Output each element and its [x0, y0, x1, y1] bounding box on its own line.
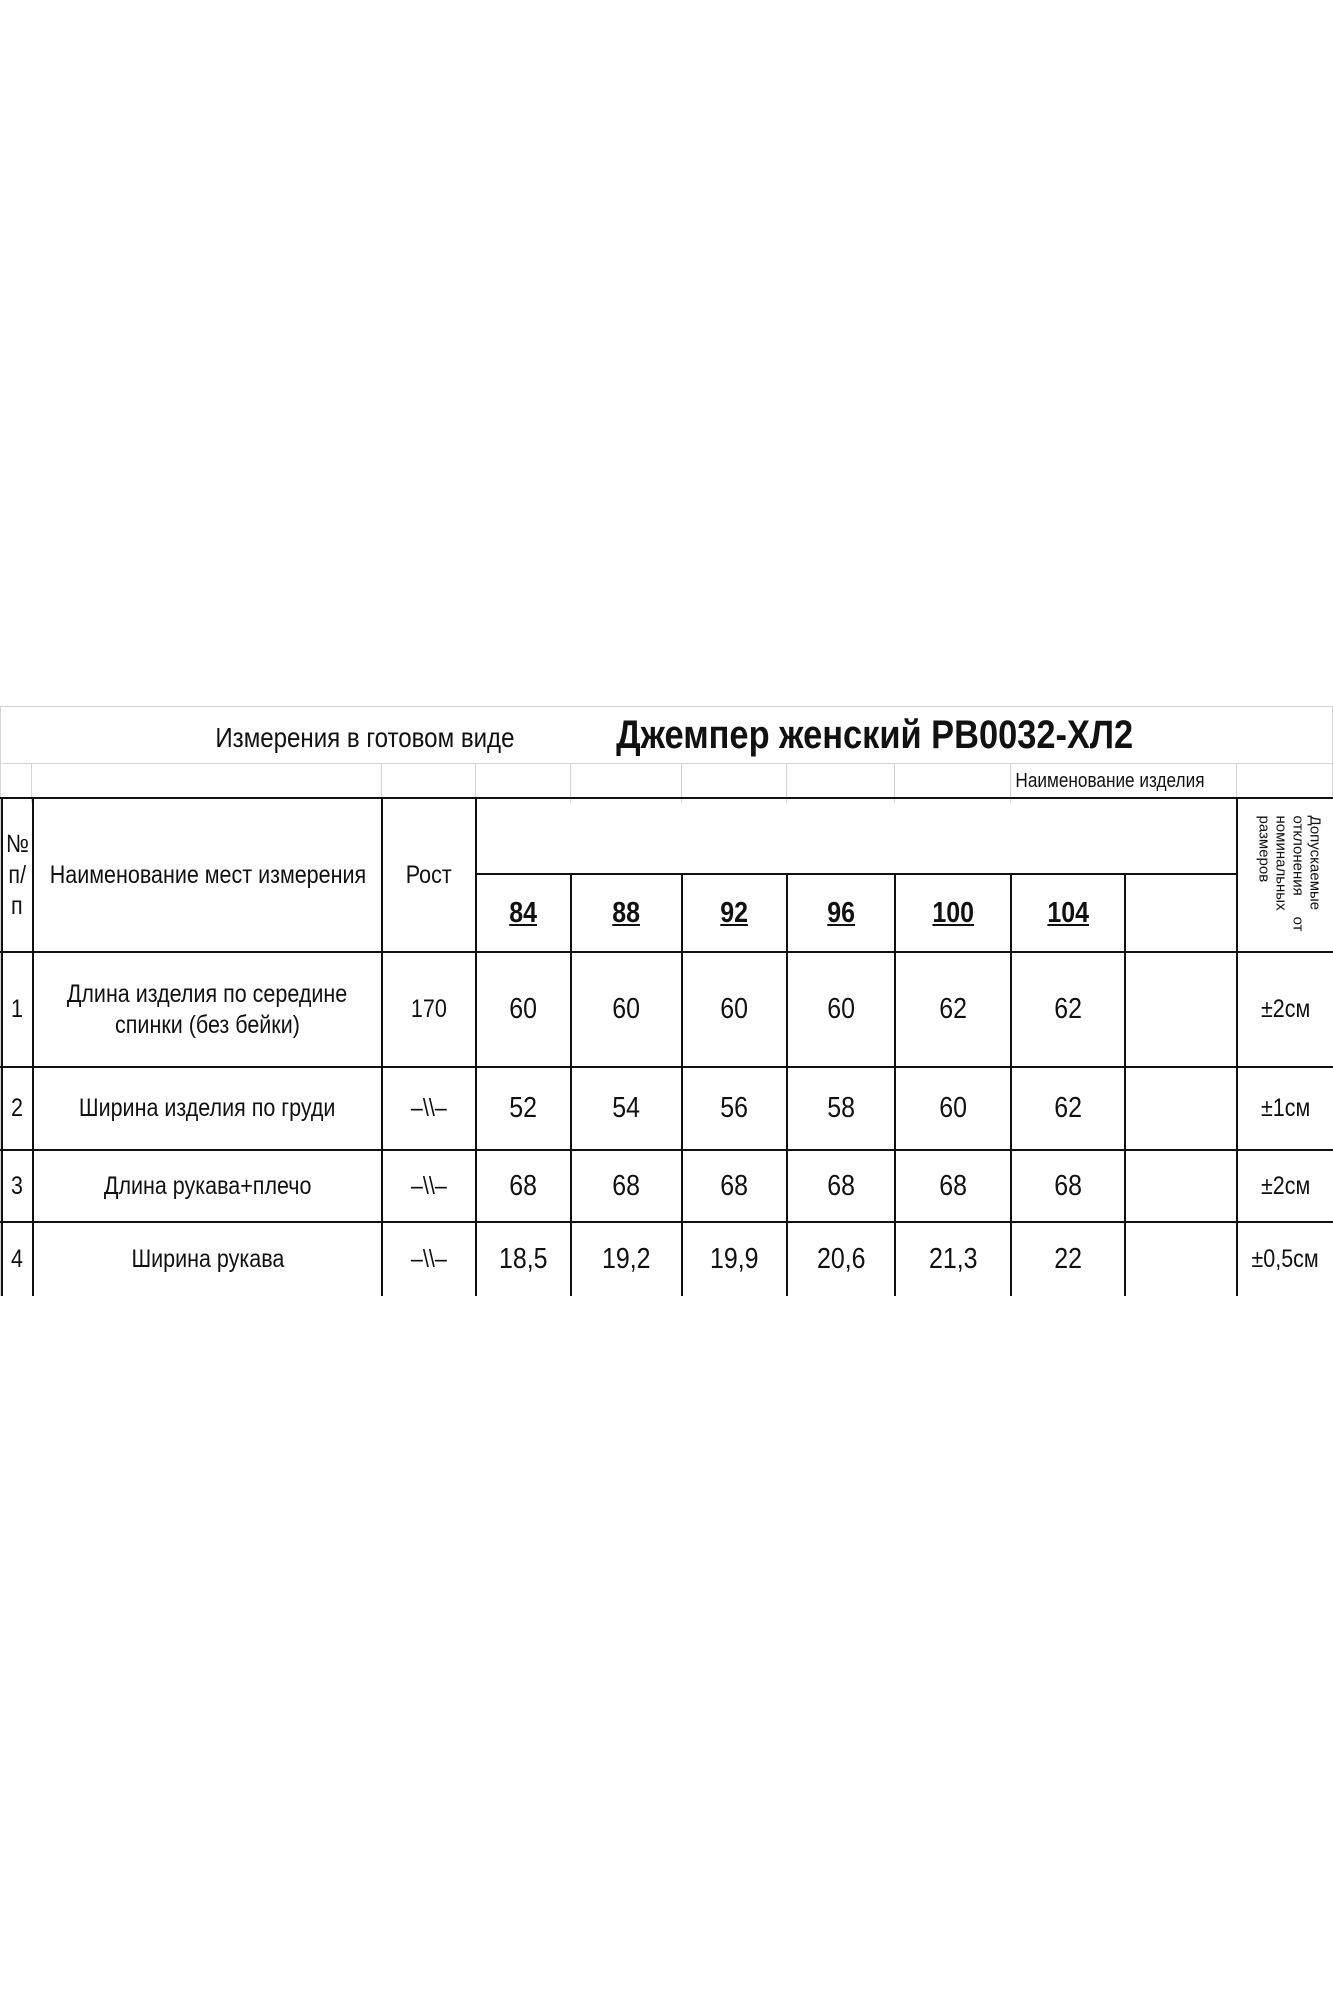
tolerance-line: Допускаемые	[1306, 815, 1324, 911]
row-number	[2, 1151, 32, 1221]
row-size-value	[788, 1068, 894, 1149]
row-size-value	[477, 1223, 570, 1296]
row-measure-name	[34, 1068, 381, 1149]
grid-line	[0, 763, 1333, 764]
row-size-value-text: 62	[1054, 1092, 1082, 1124]
row-height	[383, 1151, 475, 1221]
col-divider	[1124, 873, 1126, 1296]
row-size-value	[896, 1223, 1010, 1296]
size-96	[788, 875, 894, 951]
row-size-value-text: 68	[612, 1169, 641, 1202]
row-height-text: –\\–	[411, 1094, 447, 1122]
row-tolerance-text: ±2см	[1260, 1171, 1311, 1200]
row-size-value-text: 60	[612, 993, 641, 1025]
grid-line	[0, 706, 1333, 707]
row-number-text: 1	[11, 995, 23, 1023]
row-size-value	[788, 1151, 894, 1221]
row-size-value-text: 58	[827, 1092, 855, 1124]
row-number-text: 4	[11, 1245, 23, 1273]
row-tolerance	[1238, 1151, 1333, 1221]
row-size-value-text: 60	[939, 1092, 967, 1124]
row-tolerance-text: ±2см	[1260, 995, 1311, 1023]
row-measure-name-line: Ширина изделия по груди	[79, 1094, 336, 1122]
size-label: 88	[612, 896, 641, 929]
row-height-text: –\\–	[411, 1245, 447, 1273]
row-size-value	[683, 1068, 786, 1149]
row-tolerance	[1238, 1068, 1333, 1149]
row-size-value	[683, 1223, 786, 1296]
row-height	[383, 1068, 475, 1149]
header-measure	[34, 799, 381, 951]
row-size-value	[896, 1151, 1010, 1221]
row-size-value	[788, 953, 894, 1066]
row-number	[2, 1223, 32, 1296]
size-label: 96	[827, 896, 855, 929]
sheet-subtitle-text: Измерения в готовом виде	[215, 722, 515, 753]
row-size-value	[1012, 953, 1124, 1066]
row-size-value	[572, 1223, 681, 1296]
product-title-text: Джемпер женский РВ0032-ХЛ2	[616, 712, 1134, 757]
row-measure-name-line: Ширина рукава	[131, 1245, 284, 1273]
size-label: 100	[932, 896, 974, 929]
row-size-value-text: 62	[939, 993, 967, 1025]
row-measure-name-line: Длина рукава+плечо	[103, 1171, 312, 1200]
row-measure-name	[34, 953, 381, 1066]
size-chart-sheet	[0, 706, 1333, 1296]
size-label: 84	[509, 896, 538, 929]
header-height-text: Рост	[406, 860, 452, 889]
row-size-value-text: 68	[509, 1169, 538, 1202]
row-size-value	[477, 1151, 570, 1221]
row-size-value	[572, 1068, 681, 1149]
row-size-value-text: 60	[827, 993, 855, 1025]
row-size-value-text: 21,3	[928, 1243, 978, 1275]
row-height-text: –\\–	[411, 1171, 447, 1200]
tolerance-line: отклонения от	[1289, 815, 1307, 932]
size-88	[572, 875, 681, 951]
row-number-text: 3	[11, 1171, 23, 1200]
row-size-value-text: 60	[509, 993, 538, 1025]
size-92	[683, 875, 786, 951]
row-tolerance	[1238, 953, 1333, 1066]
row-tolerance-text: ±0,5см	[1251, 1245, 1320, 1273]
header-num	[2, 799, 32, 951]
row-height-text: 170	[411, 995, 447, 1023]
row-size-value-text: 68	[939, 1169, 967, 1202]
row-size-value	[1012, 1223, 1124, 1296]
tolerance-line: номинальных	[1272, 815, 1290, 911]
row-size-value-text: 68	[1054, 1169, 1082, 1202]
product-name-label	[1000, 766, 1220, 796]
row-size-value	[477, 953, 570, 1066]
row-measure-name	[34, 1223, 381, 1296]
row-size-value-text: 52	[509, 1092, 538, 1124]
row-size-value	[683, 1151, 786, 1221]
row-tolerance	[1238, 1223, 1333, 1296]
header-tolerance-text	[1248, 816, 1324, 952]
row-height	[383, 953, 475, 1066]
row-size-value	[788, 1223, 894, 1296]
row-size-value-text: 68	[720, 1169, 749, 1202]
row-size-value	[572, 1151, 681, 1221]
row-size-value-text: 54	[612, 1092, 641, 1124]
header-height	[383, 799, 475, 951]
size-104	[1012, 875, 1124, 951]
row-size-value	[1012, 1068, 1124, 1149]
row-size-value	[1012, 1151, 1124, 1221]
row-size-value	[683, 953, 786, 1066]
row-size-value	[896, 1068, 1010, 1149]
row-number	[2, 953, 32, 1066]
row-size-value-text: 18,5	[499, 1243, 548, 1275]
size-84	[477, 875, 570, 951]
row-size-value	[477, 1068, 570, 1149]
row-size-value-text: 19,9	[710, 1243, 759, 1275]
product-name-label-text: Наименование изделия	[1015, 769, 1205, 792]
row-size-value	[896, 953, 1010, 1066]
product-title	[585, 710, 1165, 760]
row-size-value-text: 56	[720, 1092, 749, 1124]
row-measure-name-line: Длина изделия по середине	[67, 979, 348, 1008]
row-size-value-text: 60	[720, 993, 749, 1025]
header-tolerance	[1238, 799, 1333, 951]
sheet-subtitle	[180, 714, 550, 762]
row-size-value	[572, 953, 681, 1066]
size-label: 104	[1047, 896, 1089, 929]
row-size-value-text: 68	[827, 1169, 855, 1202]
row-measure-name	[34, 1151, 381, 1221]
tolerance-line: размеров	[1255, 815, 1273, 883]
row-height	[383, 1223, 475, 1296]
row-size-value-text: 62	[1054, 993, 1082, 1025]
header-num-line: п	[11, 891, 23, 920]
size-100	[896, 875, 1010, 951]
row-size-value-text: 20,6	[816, 1243, 866, 1275]
row-number	[2, 1068, 32, 1149]
header-measure-text: Наименование мест измерения	[49, 860, 366, 889]
header-num-line: №	[5, 829, 29, 858]
size-label: 92	[720, 896, 749, 929]
header-num-line: п/	[8, 860, 26, 889]
row-number-text: 2	[11, 1094, 23, 1122]
row-measure-name-line: спинки (без бейки)	[115, 1010, 300, 1039]
row-size-value-text: 22	[1054, 1243, 1082, 1275]
row-tolerance-text: ±1см	[1260, 1094, 1311, 1122]
row-size-value-text: 19,2	[602, 1243, 651, 1275]
